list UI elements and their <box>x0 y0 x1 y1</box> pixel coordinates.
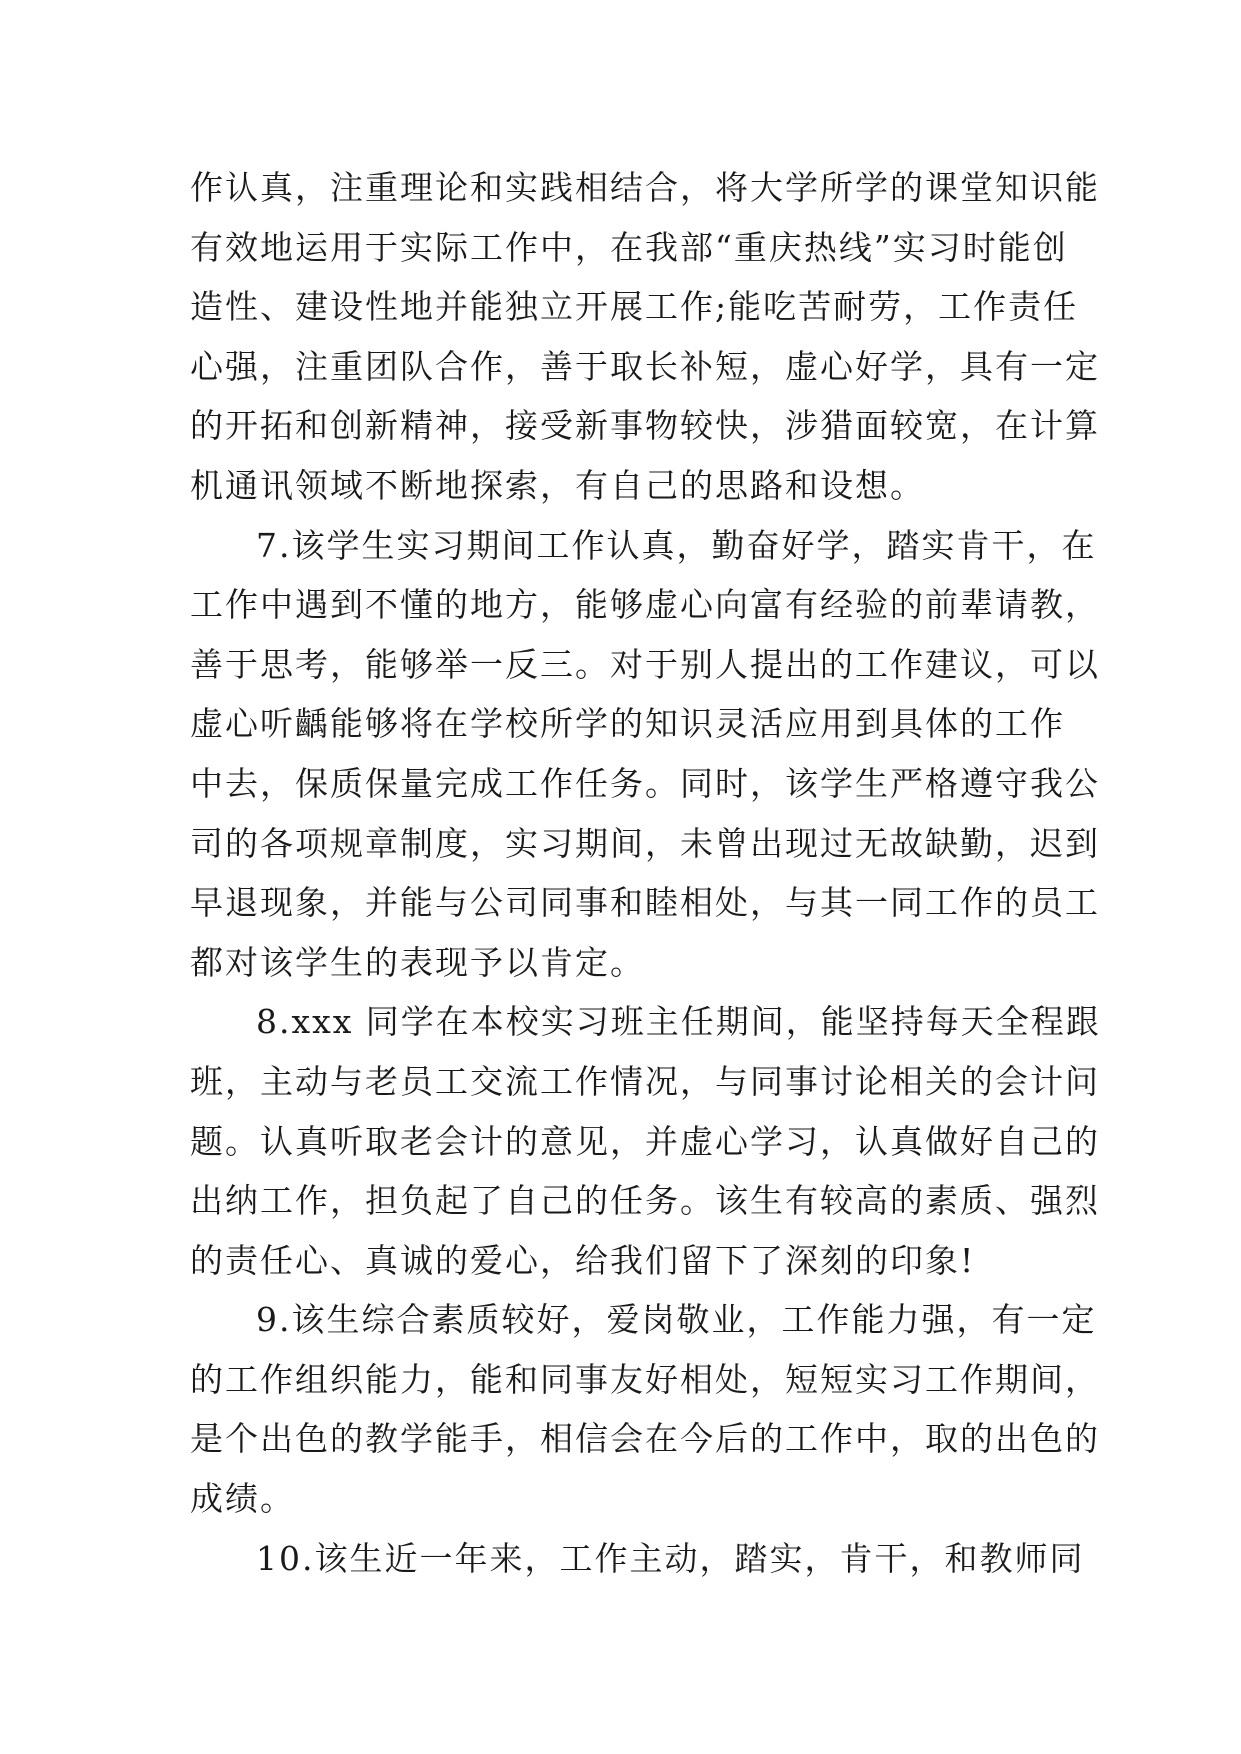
text-line: 司的各项规章制度，实习期间，未曾出现过无故缺勤，迟到 <box>190 823 1100 863</box>
text-line: 的工作组织能力，能和同事友好相处，短短实习工作期间， <box>190 1359 1100 1399</box>
text-line: 有效地运用于实际工作中，在我部“重庆热线”实习时能创 <box>190 227 1068 267</box>
text-line: 早退现象，并能与公司同事和睦相处，与其一同工作的员工 <box>190 883 1100 923</box>
text-line: 的开拓和创新精神，接受新事物较快，涉猎面较宽，在计算 <box>190 406 1100 446</box>
paragraph-first-line: 9.该生综合素质较好，爱岗敬业，工作能力强，有一定 <box>256 1300 1097 1340</box>
body-text <box>190 158 1101 1588</box>
text-line: 成绩。 <box>190 1479 295 1519</box>
text-line: 班，主动与老员工交流工作情况，与同事讨论相关的会计问 <box>190 1061 1100 1101</box>
text-line: 都对该学生的表现予以肯定。 <box>190 942 645 982</box>
paragraph-first-line: 7.该学生实习期间工作认真，勤奋好学，踏实肯干，在 <box>256 525 1097 565</box>
text-line: 中去，保质保量完成工作任务。同时，该学生严格遵守我公 <box>190 763 1100 803</box>
text-line: 题。认真听取老会计的意见，并虚心学习，认真做好自己的 <box>190 1121 1100 1161</box>
text-line: 造性、建设性地并能独立开展工作;能吃苦耐劳，工作责任 <box>190 287 1079 327</box>
text-line: 是个出色的教学能手，相信会在今后的工作中，取的出色的 <box>190 1419 1100 1459</box>
paragraph-first-line: 10.该生近一年来，工作主动，踏实，肯干，和教师同 <box>256 1538 1085 1578</box>
text-line: 善于思考，能够举一反三。对于别人提出的工作建议，可以 <box>190 644 1100 684</box>
text-line: 作认真，注重理论和实践相结合，将大学所学的课堂知识能 <box>190 168 1100 207</box>
text-line: 心强，注重团队合作，善于取长补短，虚心好学，具有一定 <box>190 346 1100 386</box>
paragraph-first-line: 8.xxx 同学在本校实习班主任期间，能坚持每天全程跟 <box>256 1002 1101 1042</box>
text-line: 虚心听齲能够将在学校所学的知识灵活应用到具体的工作 <box>190 704 1065 744</box>
text-line: 机通讯领域不断地探索，有自己的思路和设想。 <box>190 465 925 505</box>
text-line: 的责任心、真诚的爱心，给我们留下了深刻的印象! <box>190 1240 976 1280</box>
text-line: 出纳工作，担负起了自己的任务。该生有较高的素质、强烈 <box>190 1181 1100 1221</box>
text-line: 工作中遇到不懂的地方，能够虚心向富有经验的前辈请教， <box>190 585 1100 625</box>
